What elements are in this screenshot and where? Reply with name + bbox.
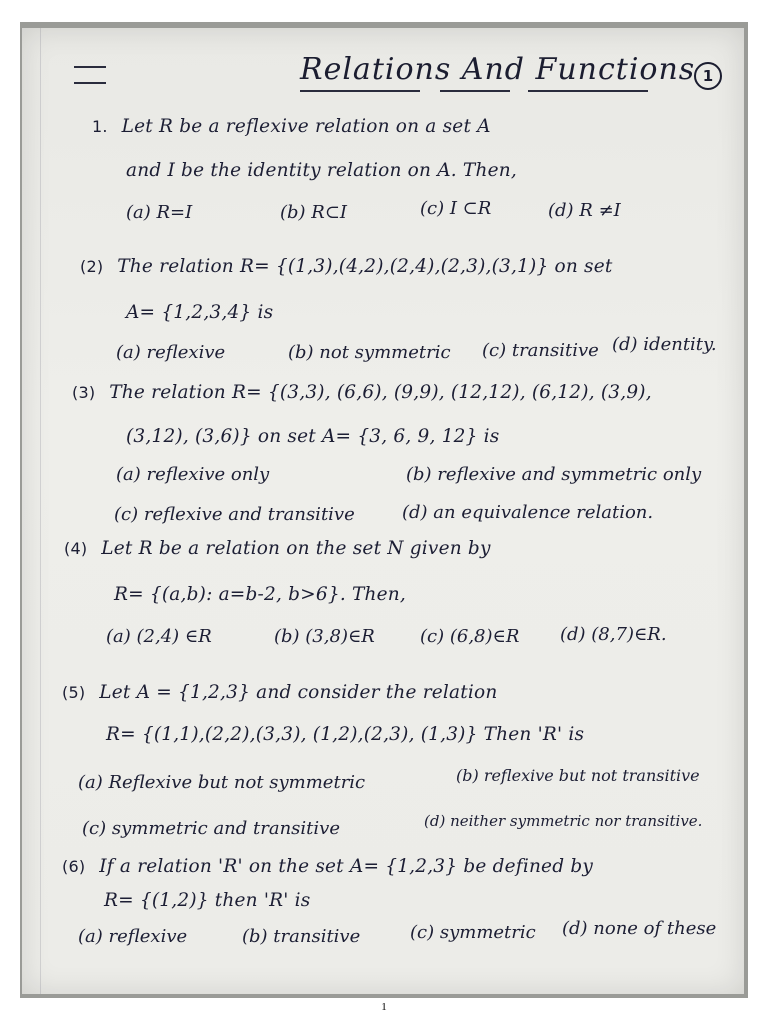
question-number: 1.	[92, 117, 108, 136]
option-d: (d) neither symmetric nor transitive.	[424, 812, 703, 830]
margin-mark-icon	[74, 64, 106, 86]
margin-line	[40, 28, 41, 994]
title-underline	[528, 90, 648, 92]
option-a: (a) reflexive	[116, 342, 226, 363]
question-number: (6)	[62, 857, 86, 876]
question-number: (3)	[72, 383, 96, 402]
question-text: R= {(1,2)} then 'R' is	[104, 890, 311, 911]
question-number: (5)	[62, 683, 86, 702]
question-text: Let A = {1,2,3} and consider the relation	[99, 682, 498, 703]
question-4	[64, 538, 491, 559]
title-underline	[440, 90, 510, 92]
question-number: (4)	[64, 539, 88, 558]
question-text: (3,12), (3,6)} on set A= {3, 6, 9, 12} is	[126, 426, 500, 447]
option-b: (b) reflexive but not transitive	[456, 766, 700, 785]
question-text: Let R be a reflexive relation on a set A	[121, 116, 491, 137]
option-d: (d) none of these	[562, 918, 717, 939]
page-title: Relations And Functions	[300, 52, 696, 87]
option-d: (d) an equivalence relation.	[402, 502, 654, 523]
option-d: (d) (8,7)∈R.	[560, 624, 667, 645]
page-footer-number: 1	[381, 1001, 387, 1013]
option-c: (c) symmetric and transitive	[82, 818, 340, 839]
option-c: (c) reflexive and transitive	[114, 504, 355, 525]
question-5	[62, 682, 497, 703]
option-a: (a) (2,4) ∈R	[106, 626, 212, 647]
option-a: (a) R=I	[126, 202, 193, 223]
question-text: If a relation 'R' on the set A= {1,2,3} be defined by	[99, 856, 594, 877]
option-a: (a) reflexive only	[116, 464, 270, 485]
option-b: (b) transitive	[242, 926, 361, 947]
question-text: Let R be a relation on the set N given by	[101, 538, 491, 559]
option-d: (d) identity.	[612, 334, 717, 355]
notebook-page	[22, 28, 744, 994]
question-text: A= {1,2,3,4} is	[126, 302, 274, 323]
question-text: R= {(1,1),(2,2),(3,3), (1,2),(2,3), (1,3)} Then 'R' is	[106, 724, 585, 745]
option-c: (c) symmetric	[410, 922, 536, 943]
option-d: (d) R ≠I	[548, 200, 621, 221]
option-a: (a) reflexive	[78, 926, 188, 947]
option-c: (c) (6,8)∈R	[420, 626, 520, 647]
option-b: (b) reflexive and symmetric only	[406, 464, 702, 485]
question-2	[80, 256, 613, 277]
option-c: (c) transitive	[482, 340, 599, 361]
page-number-badge: 1	[694, 62, 722, 90]
option-b: (b) (3,8)∈R	[274, 626, 375, 647]
option-b: (b) R⊂I	[280, 202, 348, 223]
question-text: The relation R= {(1,3),(4,2),(2,4),(2,3),(3,1)} on set	[117, 256, 613, 277]
question-3	[72, 382, 652, 403]
title-underline	[300, 90, 420, 92]
question-6	[62, 856, 593, 877]
question-text: The relation R= {(3,3), (6,6), (9,9), (12,12), (6,12), (3,9),	[109, 382, 652, 403]
question-1	[92, 116, 491, 137]
question-text: R= {(a,b): a=b-2, b>6}. Then,	[114, 584, 406, 605]
option-c: (c) I ⊂R	[420, 198, 492, 219]
option-a: (a) Reflexive but not symmetric	[78, 772, 366, 793]
option-b: (b) not symmetric	[288, 342, 451, 363]
question-text: and I be the identity relation on A. Then,	[126, 160, 517, 181]
question-number: (2)	[80, 257, 104, 276]
